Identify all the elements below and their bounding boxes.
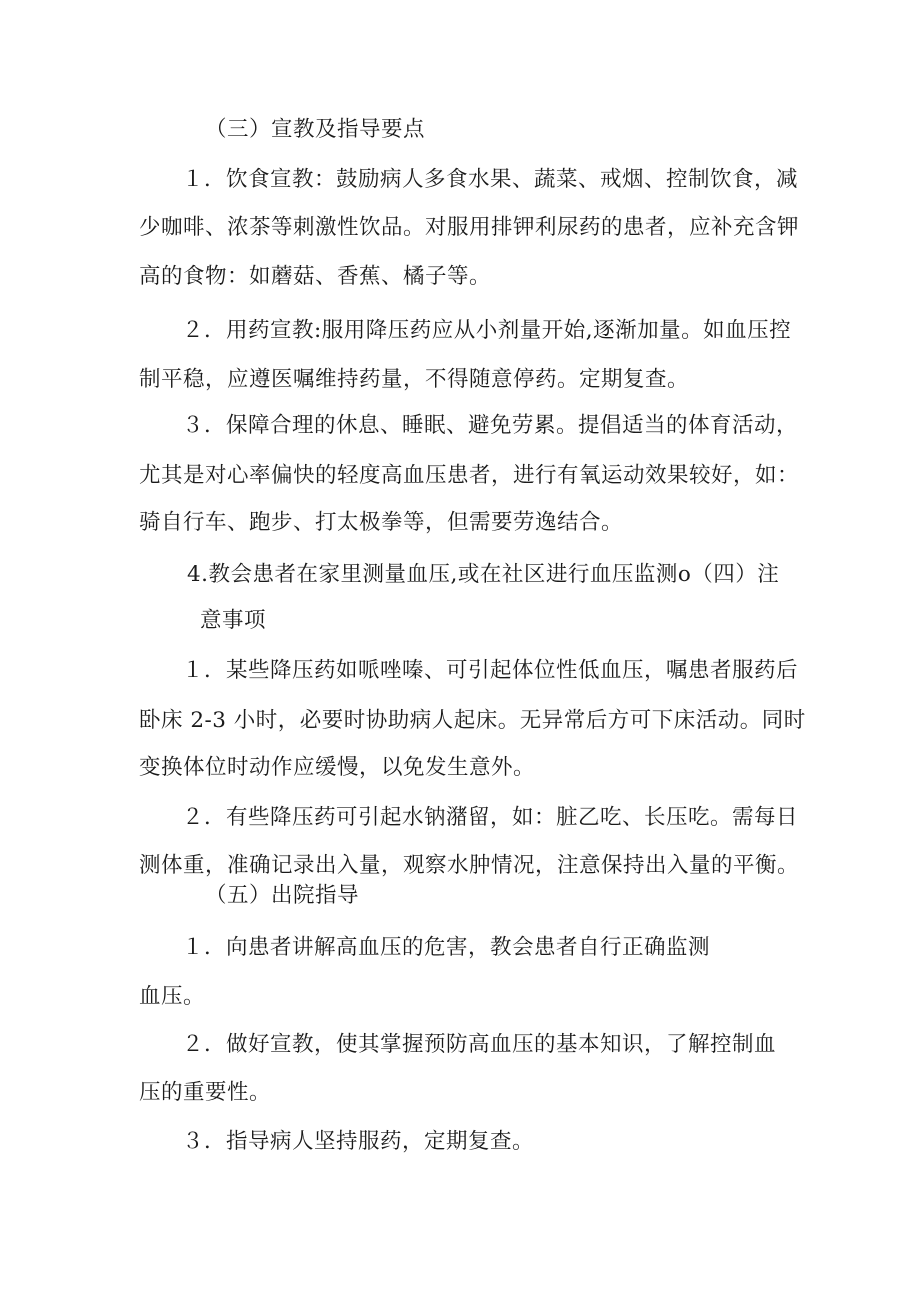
s3-item3-line3: 骑自行车、跑步、打太极拳等，但需要劳逸结合。 xyxy=(139,510,624,535)
s4-item2-line1: ２．有些降压药可引起水钠潴留，如：脏乙吃、长压吃。需每日 xyxy=(182,805,799,830)
s3-item4-line1: 4.教会患者在家里测量血压,或在社区进行血压监测o（四）注 xyxy=(187,562,780,587)
section3-heading: （三）宣教及指导要点 xyxy=(205,117,426,142)
s4-item2-line2: 测体重，准确记录出入量，观察水肿情况，注意保持出入量的平衡。 xyxy=(139,853,800,878)
s3-item1-line3: 高的食物：如蘑菇、香蕉、橘子等。 xyxy=(139,264,492,289)
s3-item3-line2: 尤其是对心率偏快的轻度高血压患者，进行有氧运动效果较好，如： xyxy=(139,463,800,488)
s3-item1-line1: １．饮食宣教：鼓励病人多食水果、蔬菜、戒烟、控制饮食，减 xyxy=(182,167,799,192)
s3-item2-line1: ２．用药宣教:服用降压药应从小剂量开始,逐渐加量。如血压控 xyxy=(182,318,792,343)
section5-heading: （五）出院指导 xyxy=(205,883,360,908)
s3-item4-line2: 意事项 xyxy=(200,608,267,633)
s5-item1-line2: 血压。 xyxy=(139,984,206,1009)
s3-item1-line2: 少咖啡、浓茶等刺激性饮品。对服用排钾利尿药的患者，应补充含钾 xyxy=(139,215,800,240)
s4-item1-line2: 卧床 2-3 小时，必要时协助病人起床。无异常后方可下床活动。同时 xyxy=(139,708,806,733)
s4-item1-line1: １．某些降压药如哌唑嗪、可引起体位性低血压，嘱患者服药后 xyxy=(182,658,799,683)
s3-item3-line1: ３．保障合理的休息、睡眠、避免劳累。提倡适当的体育活动， xyxy=(182,413,799,438)
s4-item1-line3: 变换体位时动作应缓慢，以免发生意外。 xyxy=(139,755,536,780)
s3-item2-line2: 制平稳，应遵医嘱维持药量，不得随意停药。定期复查。 xyxy=(139,367,690,392)
s5-item3-line1: ３．指导病人坚持服药，定期复查。 xyxy=(182,1129,535,1154)
s5-item2-line1: ２．做好宣教，使其掌握预防高血压的基本知识，了解控制血 xyxy=(182,1032,777,1057)
s5-item1-line1: １．向患者讲解高血压的危害，教会患者自行正确监测 xyxy=(182,935,711,960)
s5-item2-line2: 压的重要性。 xyxy=(139,1080,272,1105)
